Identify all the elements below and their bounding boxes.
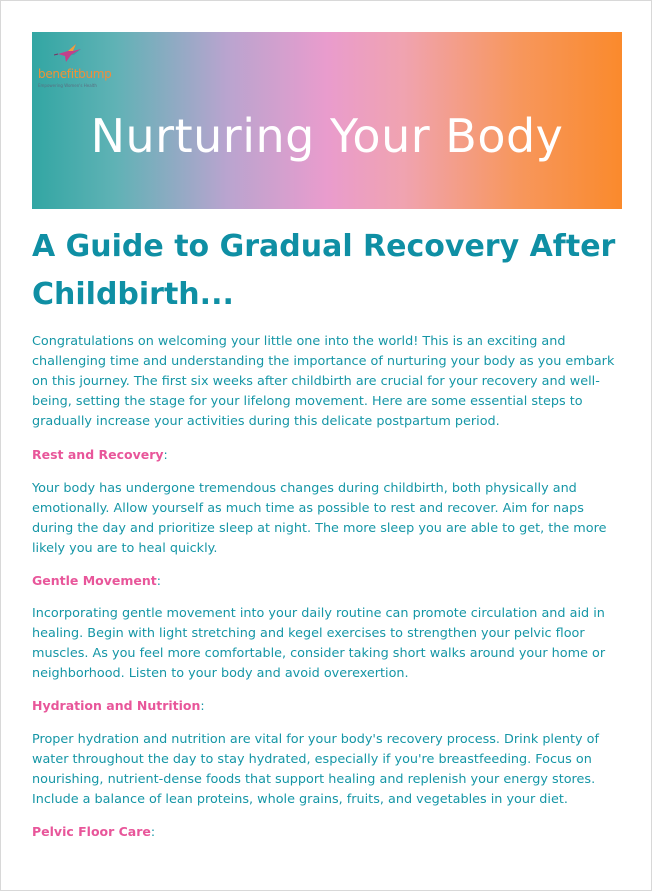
section-body-gentle-movement: Incorporating gentle movement into your daily routine can promote circulation and aid in healing. Begin with light stretching and kegel exercises to strengthen your pelvic floor muscles. As you feel more comfortable, consider taking short walks around your home or neighborhood. Listen to your body and avoid overexertion. <box>32 606 606 681</box>
section-body-rest-recovery: Your body has undergone tremendous changes during childbirth, both physically and emotionally. Allow yourself as much time as possible to rest and recover. Aim for naps during the day and prioritize sleep at night. The more sleep you are able to get, the more likely you are to heal quickly. <box>32 481 607 556</box>
hummingbird-logo-icon <box>54 40 82 66</box>
intro-paragraph: Congratulations on welcoming your little one into the world! This is an exciting and challenging time and understanding the importance of nurturing your body as you embark on this journey. The first six weeks after childbirth are crucial for your recovery and well-being, setting the stage for your lifelong movement. Here are some essential steps to gradually increase your activities during this delicate postpartum period. <box>32 334 615 429</box>
section-heading-rest-recovery: Rest and Recovery: <box>32 447 168 462</box>
section-heading-gentle-movement: Gentle Movement: <box>32 573 161 588</box>
brand-name: benefitbump <box>38 67 112 81</box>
banner-title: Nurturing Your Body <box>90 109 564 163</box>
section-heading-pelvic-floor: Pelvic Floor Care: <box>32 824 156 839</box>
brand-logo <box>36 40 146 90</box>
section-heading-hydration-nutrition: Hydration and Nutrition: <box>32 698 205 713</box>
brand-tagline: Empowering Women's Health <box>38 83 97 88</box>
page-headline: A Guide to Gradual Recovery After Childbirth... <box>32 229 616 312</box>
header-banner <box>32 32 622 209</box>
section-body-hydration-nutrition: Proper hydration and nutrition are vital for your body's recovery process. Drink plenty of water throughout the day to stay hydrated, especially if you're breastfeeding. Focus on nourishing, nutrient-dense foods that support healing and replenish your energy stores. Include a balance of lean proteins, whole grains, fruits, and vegetables in your diet. <box>32 732 599 807</box>
